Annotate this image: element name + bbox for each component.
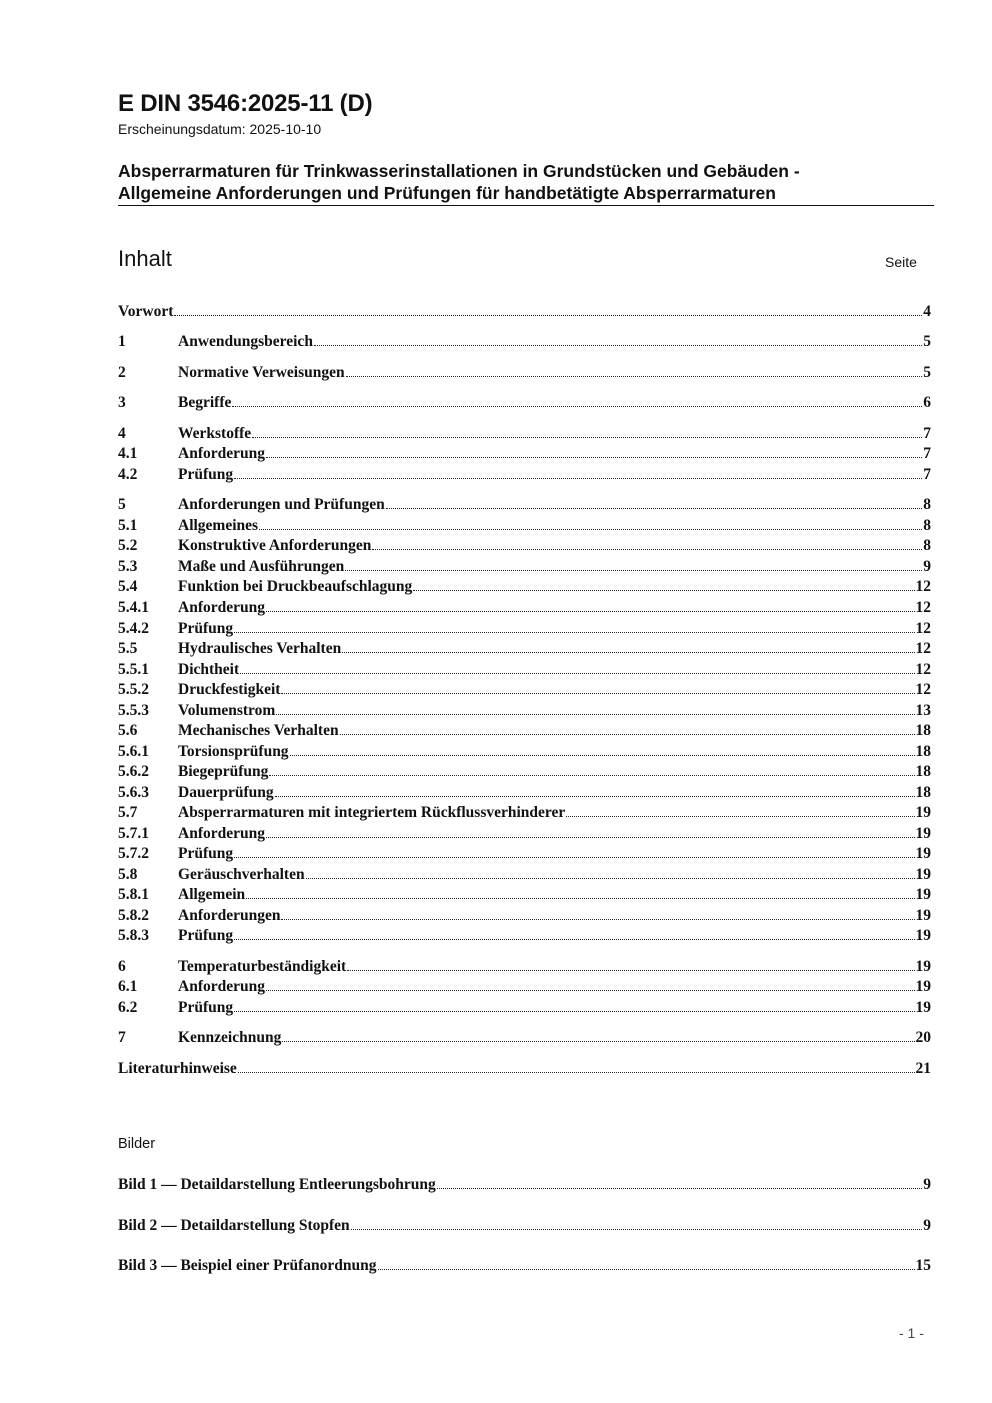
figure-entry-page: 9 — [923, 1176, 931, 1193]
toc-entry[interactable] — [118, 803, 931, 823]
toc-entry-page: 18 — [915, 784, 931, 801]
toc-entry-title: Torsionsprüfung — [178, 743, 289, 760]
dot-leader — [372, 545, 922, 550]
toc-entry-number: 5.6.1 — [118, 743, 149, 760]
toc-entry-number: 5.4.2 — [118, 620, 149, 637]
toc-entry[interactable] — [118, 824, 931, 844]
toc-entry-number: 4 — [118, 425, 126, 442]
toc-entry-title: Anforderung — [178, 599, 265, 616]
document-title-line-2: Allgemeine Anforderungen und Prüfungen für handbetätigte Absperrarmaturen — [118, 183, 776, 203]
toc-entry[interactable] — [118, 906, 931, 926]
dot-leader — [281, 689, 914, 694]
toc-entry-number: 5.6.2 — [118, 763, 149, 780]
figure-entry-page: 15 — [915, 1257, 931, 1274]
toc-entry[interactable] — [118, 619, 931, 639]
toc-entry-page: 20 — [915, 1029, 931, 1046]
toc-entry-title: Prüfung — [178, 466, 234, 483]
toc-entry-page: 9 — [923, 558, 931, 575]
toc-entry-number: 6 — [118, 958, 126, 975]
toc-entry-title: Begriffe — [178, 394, 232, 411]
toc-entry-page: 8 — [923, 537, 931, 554]
toc-entry-page: 7 — [923, 425, 931, 442]
toc-entry[interactable] — [118, 680, 931, 700]
dot-leader — [351, 1225, 923, 1230]
toc-entry[interactable] — [118, 598, 931, 618]
dot-leader — [246, 894, 914, 899]
dot-leader — [234, 474, 922, 479]
toc-entry-page: 5 — [923, 364, 931, 381]
toc-entry-page: 8 — [923, 517, 931, 534]
toc-entry-number: 5.8.2 — [118, 907, 149, 924]
toc-entry-number: 3 — [118, 394, 126, 411]
toc-entry-title: Volumenstrom — [178, 702, 276, 719]
toc-entry-number: 5.8.1 — [118, 886, 149, 903]
toc-entry[interactable] — [118, 1028, 931, 1048]
toc-entry-page: 19 — [915, 978, 931, 995]
toc-entry-number: 5.7 — [118, 804, 138, 821]
dot-leader — [347, 966, 914, 971]
toc-entry-page: 18 — [915, 763, 931, 780]
toc-entry[interactable] — [118, 639, 931, 659]
dot-leader — [234, 853, 914, 858]
dot-leader — [306, 874, 915, 879]
toc-entry-title: Temperaturbeständigkeit — [178, 958, 347, 975]
toc-entry-title: Anwendungsbereich — [178, 333, 313, 350]
dot-leader — [275, 792, 915, 797]
toc-entry-page: 19 — [915, 825, 931, 842]
dot-leader — [340, 730, 915, 735]
dot-leader — [386, 504, 923, 509]
toc-entry-number: 5.2 — [118, 537, 138, 554]
dot-leader — [234, 1007, 914, 1012]
figure-entry-page: 9 — [923, 1217, 931, 1234]
toc-entry-page: 7 — [923, 466, 931, 483]
toc-entry-page: 12 — [915, 681, 931, 698]
toc-entry-title: Maße und Ausführungen — [178, 558, 345, 575]
toc-entry-page: 19 — [915, 886, 931, 903]
toc-entry-title: Konstruktive Anforderungen — [178, 537, 372, 554]
toc-entry-number: 5.4.1 — [118, 599, 149, 616]
toc-entry[interactable] — [118, 844, 931, 864]
toc-entry-title: Anforderungen und Prüfungen — [178, 496, 385, 513]
dot-leader — [345, 566, 922, 571]
figure-entry[interactable] — [118, 1256, 931, 1276]
toc-entry[interactable] — [118, 465, 931, 485]
toc-entry-page: 12 — [915, 578, 931, 595]
toc-entry[interactable] — [118, 393, 931, 413]
dot-leader — [234, 935, 914, 940]
toc-entry-number: 4.2 — [118, 466, 138, 483]
toc-entry-page: 12 — [915, 620, 931, 637]
dot-leader — [269, 771, 914, 776]
toc-entry-title: Prüfung — [178, 927, 234, 944]
toc-entry-number: 5.7.2 — [118, 845, 149, 862]
dot-leader — [378, 1265, 915, 1270]
toc-entry-page: 12 — [915, 661, 931, 678]
figures-heading: Bilder — [118, 1136, 156, 1152]
page-number: - 1 - — [899, 1325, 924, 1341]
toc-entry-page: 19 — [915, 845, 931, 862]
toc-entry-title: Kennzeichnung — [178, 1029, 282, 1046]
dot-leader — [266, 986, 915, 991]
toc-entry-number: 6.2 — [118, 999, 138, 1016]
toc-entry-title: Prüfung — [178, 999, 234, 1016]
toc-entry[interactable] — [118, 516, 931, 536]
toc-entry-number: 5.5 — [118, 640, 138, 657]
toc-entry-title: Biegeprüfung — [178, 763, 269, 780]
toc-entry-page: 13 — [915, 702, 931, 719]
toc-entry-title: Normative Verweisungen — [178, 364, 345, 381]
dot-leader — [266, 453, 922, 458]
dot-leader — [232, 402, 922, 407]
toc-entry[interactable] — [118, 998, 931, 1018]
dot-leader — [290, 751, 915, 756]
toc-entry-title: Prüfung — [178, 620, 234, 637]
toc-entry-title: Absperrarmaturen mit integriertem Rückflussverhinderer — [178, 804, 566, 821]
toc-entry-page: 19 — [915, 866, 931, 883]
toc-entry-title: Allgemeines — [178, 517, 259, 534]
toc-entry[interactable] — [118, 742, 931, 762]
toc-entry-number: 5.5.2 — [118, 681, 149, 698]
toc-entry-title: Dauerprüfung — [178, 784, 274, 801]
toc-entry[interactable] — [118, 536, 931, 556]
toc-entry-number: 5.4 — [118, 578, 138, 595]
toc-entry-title: Literaturhinweise — [118, 1060, 237, 1077]
toc-entry-page: 5 — [923, 333, 931, 350]
toc-entry[interactable] — [118, 977, 931, 997]
toc-entry-title: Vorwort — [118, 303, 174, 320]
toc-entry[interactable] — [118, 557, 931, 577]
toc-entry-number: 5.8.3 — [118, 927, 149, 944]
toc-entry[interactable] — [118, 701, 931, 721]
toc-entry-number: 5.6.3 — [118, 784, 149, 801]
dot-leader — [437, 1184, 922, 1189]
toc-entry-page: 19 — [915, 958, 931, 975]
figure-entry[interactable] — [118, 1175, 931, 1195]
toc-entry-title: Anforderung — [178, 445, 265, 462]
toc-entry-number: 5.5.3 — [118, 702, 149, 719]
dot-leader — [566, 812, 914, 817]
toc-entry[interactable] — [118, 762, 931, 782]
toc-entry-number: 5.1 — [118, 517, 138, 534]
toc-entry[interactable] — [118, 363, 931, 383]
toc-entry-title: Anforderung — [178, 825, 265, 842]
toc-entry-number: 5 — [118, 496, 126, 513]
toc-entry[interactable] — [118, 885, 931, 905]
toc-entry-title: Allgemein — [178, 886, 246, 903]
dot-leader — [174, 311, 922, 316]
toc-entry-number: 6.1 — [118, 978, 138, 995]
publication-date: Erscheinungsdatum: 2025-10-10 — [118, 121, 322, 137]
dot-leader — [259, 525, 922, 530]
figure-entry[interactable] — [118, 1216, 931, 1236]
toc-entry-title: Anforderung — [178, 978, 265, 995]
toc-entry-number: 5.7.1 — [118, 825, 149, 842]
toc-entry-number: 4.1 — [118, 445, 138, 462]
toc-entry-title: Funktion bei Druckbeaufschlagung — [178, 578, 413, 595]
toc-entry[interactable] — [118, 660, 931, 680]
toc-entry-page: 12 — [915, 640, 931, 657]
toc-entry-page: 12 — [915, 599, 931, 616]
dot-leader — [346, 372, 923, 377]
toc-entry[interactable] — [118, 957, 931, 977]
toc-entry[interactable] — [118, 721, 931, 741]
toc-entry[interactable] — [118, 1059, 931, 1079]
toc-entry-title: Mechanisches Verhalten — [178, 722, 339, 739]
document-title-line-1: Absperrarmaturen für Trinkwasserinstallationen in Grundstücken und Gebäuden - — [118, 161, 800, 181]
toc-entry-page: 18 — [915, 743, 931, 760]
toc-entry[interactable] — [118, 444, 931, 464]
toc-entry-page: 7 — [923, 445, 931, 462]
toc-entry[interactable] — [118, 865, 931, 885]
toc-page-column-label: Seite — [885, 254, 917, 270]
dot-leader — [266, 607, 915, 612]
toc-entry-page: 21 — [915, 1060, 931, 1077]
toc-entry-number: 5.8 — [118, 866, 138, 883]
dot-leader — [314, 341, 922, 346]
toc-entry-page: 8 — [923, 496, 931, 513]
figure-entry-title: Bild 1 — Detaildarstellung Entleerungsbohrung — [118, 1176, 436, 1193]
dot-leader — [276, 710, 914, 715]
toc-entry-title: Hydraulisches Verhalten — [178, 640, 342, 657]
dot-leader — [413, 586, 914, 591]
toc-entry-title: Prüfung — [178, 845, 234, 862]
toc-entry-title: Anforderungen — [178, 907, 281, 924]
toc-entry-title: Werkstoffe — [178, 425, 252, 442]
toc-entry-title: Geräuschverhalten — [178, 866, 305, 883]
toc-entry-number: 5.3 — [118, 558, 138, 575]
dot-leader — [234, 628, 914, 633]
toc-entry[interactable] — [118, 424, 931, 444]
dot-leader — [342, 648, 914, 653]
toc-entry-page: 6 — [923, 394, 931, 411]
toc-entry[interactable] — [118, 783, 931, 803]
toc-entry-page: 19 — [915, 907, 931, 924]
toc-entry-number: 2 — [118, 364, 126, 381]
toc-entry[interactable] — [118, 926, 931, 946]
dot-leader — [252, 433, 922, 438]
figure-entry-title: Bild 3 — Beispiel einer Prüfanordnung — [118, 1257, 377, 1274]
toc-entry-page: 19 — [915, 804, 931, 821]
toc-entry-page: 18 — [915, 722, 931, 739]
toc-entry-title: Dichtheit — [178, 661, 240, 678]
toc-entry-page: 19 — [915, 999, 931, 1016]
toc-entry-number: 7 — [118, 1029, 126, 1046]
toc-entry[interactable] — [118, 302, 931, 322]
toc-entry-number: 1 — [118, 333, 126, 350]
document-title — [118, 160, 934, 204]
toc-entry[interactable] — [118, 577, 931, 597]
toc-entry-page: 19 — [915, 927, 931, 944]
figure-entry-title: Bild 2 — Detaildarstellung Stopfen — [118, 1217, 350, 1234]
dot-leader — [240, 669, 914, 674]
dot-leader — [238, 1068, 915, 1073]
toc-heading: Inhalt — [118, 246, 172, 271]
title-divider — [118, 205, 934, 206]
toc-entry[interactable] — [118, 495, 931, 515]
dot-leader — [266, 833, 915, 838]
dot-leader — [281, 915, 914, 920]
document-id: E DIN 3546:2025-11 (D) — [118, 90, 373, 117]
toc-entry[interactable] — [118, 332, 931, 352]
toc-entry-page: 4 — [923, 303, 931, 320]
toc-entry-title: Druckfestigkeit — [178, 681, 281, 698]
toc-entry-number: 5.6 — [118, 722, 138, 739]
toc-entry-number: 5.5.1 — [118, 661, 149, 678]
dot-leader — [282, 1037, 914, 1042]
